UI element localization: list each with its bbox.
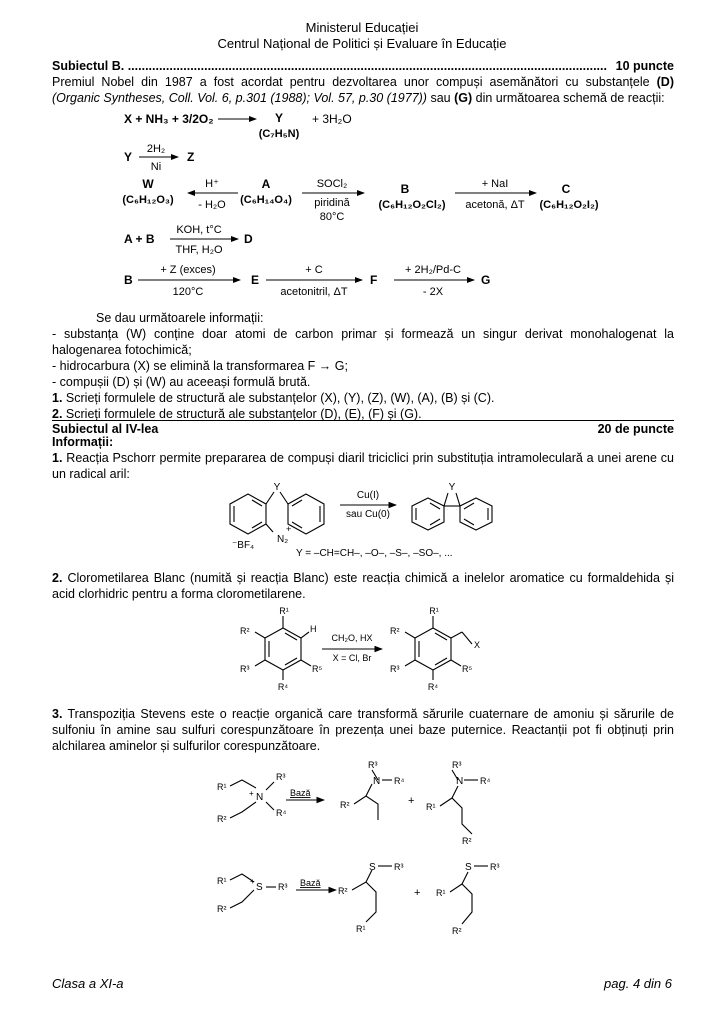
pschorr-N2: N₂: [277, 534, 289, 545]
st-R2-p1: R²: [340, 800, 350, 810]
st-sum-2: +: [414, 887, 421, 899]
p3-text: Transpoziția Stevens este o reacție organică care transformă sărurile cuaternare de amoniu și sărurile de sulfoniu în amine sau sulfuri corespunzătoare în prezența unei baze puternice. Reactanții pot fi obținuți prin alchilarea aminelor și sulfurilor corespunzătoare.: [52, 707, 674, 753]
product-ring-right: [460, 498, 492, 530]
st-R3-sp2: R³: [490, 862, 500, 872]
st-base-2: Bază: [300, 878, 321, 888]
r4-bottom: THF, H₂O: [175, 244, 223, 256]
r3-socl2: SOCl₂: [316, 178, 348, 190]
st-N-p2: N: [456, 776, 464, 787]
q2-text: Scrieți formulele de structură ale substanțelor (D), (E), (F) și (G).: [62, 407, 422, 421]
subject-iv-title: Subiectul al IV-lea: [52, 422, 159, 436]
st-sum-1: +: [408, 795, 415, 807]
st-R3-sp1: R³: [394, 862, 404, 872]
pschorr-cond-top: Cu(I): [356, 490, 380, 501]
st-R1-a: R¹: [217, 782, 227, 792]
intro-sau: sau: [426, 91, 455, 105]
blanc-H: H: [310, 624, 317, 634]
st-R1-sp1: R¹: [356, 924, 366, 934]
p3-number: 3.: [52, 707, 63, 721]
given-intro: Se dau următoarele informații:: [96, 311, 264, 325]
r3-W-formula: (C₆H₁₂O₃): [122, 194, 174, 206]
r2-reagent-top: 2H₂: [146, 143, 166, 155]
r3-W: W: [142, 177, 154, 191]
product-ring-left: [412, 498, 444, 530]
r3-B-formula: (C₆H₁₂O₂Cl₂): [378, 199, 446, 211]
r1-Y: Y: [274, 111, 284, 125]
st-R3-s: R³: [278, 882, 288, 892]
r3-C-formula: (C₆H₁₂O₂I₂): [539, 199, 599, 211]
footer-page: pag. 4 din 6: [604, 976, 672, 991]
question-1: [52, 390, 494, 406]
subject-b-points: 10 puncte: [615, 59, 674, 73]
intro-end: din următoarea schemă de reacții:: [472, 91, 665, 105]
st-R3-p1: R³: [368, 760, 378, 770]
st-R3-p2: R³: [452, 760, 462, 770]
blanc-cond-top: CH₂O, HX: [331, 633, 373, 643]
st-R1-p2: R¹: [426, 802, 436, 812]
q1-text: Scrieți formulele de structură ale substanțelor (X), (Y), (Z), (W), (A), (B) și (C).: [62, 391, 495, 405]
st-R4-a: R⁴: [276, 808, 287, 818]
intro-D: (D): [656, 75, 674, 89]
blanc-R4: R⁴: [277, 682, 289, 692]
blanc-product-R2: R²: [390, 626, 400, 636]
st-R2-sp1: R²: [338, 886, 348, 896]
stevens-scheme: [0, 756, 724, 948]
st-R4-p2: R⁴: [480, 776, 491, 786]
r4-left: A + B: [124, 232, 155, 246]
header-ministry: Ministerul Educației: [305, 20, 419, 35]
r1-Y-formula: (C₇H₅N): [258, 128, 300, 140]
st-R2-s: R²: [217, 904, 227, 914]
pschorr-legend: Y = –CH=CH–, –O–, –S–, –SO–, ...: [296, 548, 453, 559]
st-S-sp1: S: [369, 862, 376, 873]
info-3: - compușii (D) și (W) au aceeași formulă brută.: [52, 375, 311, 389]
r2-reagent-bottom: Ni: [150, 161, 162, 173]
info-2: - hidrocarbura (X) se elimină la transformarea F → G;: [52, 359, 348, 373]
p1-text: Reacția Pschorr permite prepararea de compuși diaril triciclici prin substituția intramoleculară a unei arene cu un radical aril:: [52, 451, 674, 481]
intro-text: Premiul Nobel din 1987 a fost acordat pentru dezvoltarea unor compuși asemănători cu substanțele: [52, 75, 657, 89]
st-R2-sp2: R²: [452, 926, 462, 936]
r1-left: X + NH₃ + 3/2O₂: [124, 112, 214, 126]
st-plus-a: +: [249, 789, 254, 798]
info-1: - substanța (W) conține doar atomi de carbon primar și formează un singur derivat monohalogenat la halogenarea fotochimică;: [52, 327, 674, 357]
r3-acetone: acetonă, ΔT: [465, 199, 525, 211]
r1-right: + 3H₂O: [312, 112, 352, 126]
paragraph-2: [52, 570, 674, 602]
blanc-R3: R³: [240, 664, 250, 674]
pschorr-Y-product: Y: [448, 482, 456, 493]
blanc-R2: R²: [240, 626, 250, 636]
pschorr-bf4: ⁻BF₄: [232, 540, 255, 551]
st-plus-s: +: [250, 877, 255, 886]
r5-top2: + C: [305, 264, 323, 276]
r3-A-formula: (C₆H₁₄O₄): [240, 194, 292, 206]
st-R1-sp2: R¹: [436, 888, 446, 898]
r4-top: KOH, t°C: [176, 224, 222, 236]
q1-number: 1.: [52, 391, 63, 405]
r3-acid: H⁺: [205, 178, 219, 190]
r5-bottom1: 120°C: [172, 286, 204, 298]
r3-nai: + NaI: [481, 178, 509, 190]
pschorr-cond-bottom: sau Cu(0): [346, 509, 390, 520]
paragraph-3: [52, 706, 674, 754]
blanc-product-R3: R³: [390, 664, 400, 674]
st-R4-p1: R⁴: [394, 776, 405, 786]
r5-G: G: [481, 273, 491, 287]
r3-B: B: [400, 182, 410, 196]
r3-C: C: [561, 182, 571, 196]
r5-bottom3: - 2X: [422, 286, 444, 298]
footer-class: Clasa a XI-a: [52, 976, 124, 991]
header-center: Centrul Național de Politici și Evaluare în Educație: [217, 36, 507, 51]
r4-D: D: [244, 232, 253, 246]
r5-top1: + Z (exces): [160, 264, 216, 276]
subject-iv-points: 20 de puncte: [597, 422, 674, 436]
subject-b-title: Subiectul B. ..........................................................................................................................................: [52, 59, 607, 73]
st-R2-p2: R²: [462, 836, 472, 846]
blanc-R5: R⁵: [312, 664, 323, 674]
r3-minus-water: - H₂O: [198, 199, 226, 211]
st-R2-a: R²: [217, 814, 227, 824]
blanc-scheme: [0, 604, 724, 696]
blanc-R1: R¹: [279, 606, 289, 616]
st-base-1: Bază: [290, 788, 311, 798]
st-N-a: N: [256, 792, 264, 803]
subject-iv-heading: [52, 421, 674, 437]
st-S-s: S: [256, 882, 263, 893]
r5-B: B: [124, 273, 133, 287]
st-N-p1: N: [373, 776, 381, 787]
blanc-cond-bottom: X = Cl, Br: [332, 653, 372, 663]
r3-pyridine: piridină: [314, 197, 350, 209]
intro-G: (G): [454, 91, 473, 105]
r3-A: A: [261, 177, 271, 191]
p2-text: Clorometilarea Blanc (numită și reacția Blanc) este reacția chimică a inelelor aromatice cu formaldehida și acid clorhidric pentru a forma clorometilarene.: [52, 571, 674, 601]
st-R3-a: R³: [276, 772, 286, 782]
blanc-reactant-ring: [265, 628, 301, 670]
r2-Z: Z: [187, 150, 195, 164]
blanc-product-R5: R⁵: [462, 664, 473, 674]
r5-E: E: [251, 273, 260, 287]
q2-number: 2.: [52, 407, 63, 421]
reaction-scheme: [0, 100, 724, 308]
blanc-product-R1: R¹: [429, 606, 439, 616]
st-S-sp2: S: [465, 862, 472, 873]
r5-bottom2: acetonitril, ΔT: [280, 286, 348, 298]
p1-number: 1.: [52, 451, 63, 465]
blanc-product-R4: R⁴: [427, 682, 439, 692]
pschorr-ring-left: [230, 494, 266, 534]
info-heading: Informații:: [52, 435, 114, 449]
blanc-product-ring: [415, 628, 451, 670]
pschorr-scheme: [0, 476, 724, 560]
r3-temp: 80°C: [319, 211, 345, 223]
intro-reference: (Organic Syntheses, Coll. Vol. 6, p.301 (1988); Vol. 57, p.30 (1977)): [52, 91, 427, 105]
st-R1-s: R¹: [217, 876, 227, 886]
pschorr-plus: +: [286, 524, 292, 534]
r5-F: F: [370, 273, 378, 287]
r5-top3: + 2H₂/Pd-C: [405, 264, 461, 276]
pschorr-Y: Y: [273, 482, 281, 493]
blanc-product-X: X: [474, 640, 481, 650]
r2-Y: Y: [124, 150, 133, 164]
pschorr-ring-right: [288, 494, 324, 534]
p2-number: 2.: [52, 571, 63, 585]
